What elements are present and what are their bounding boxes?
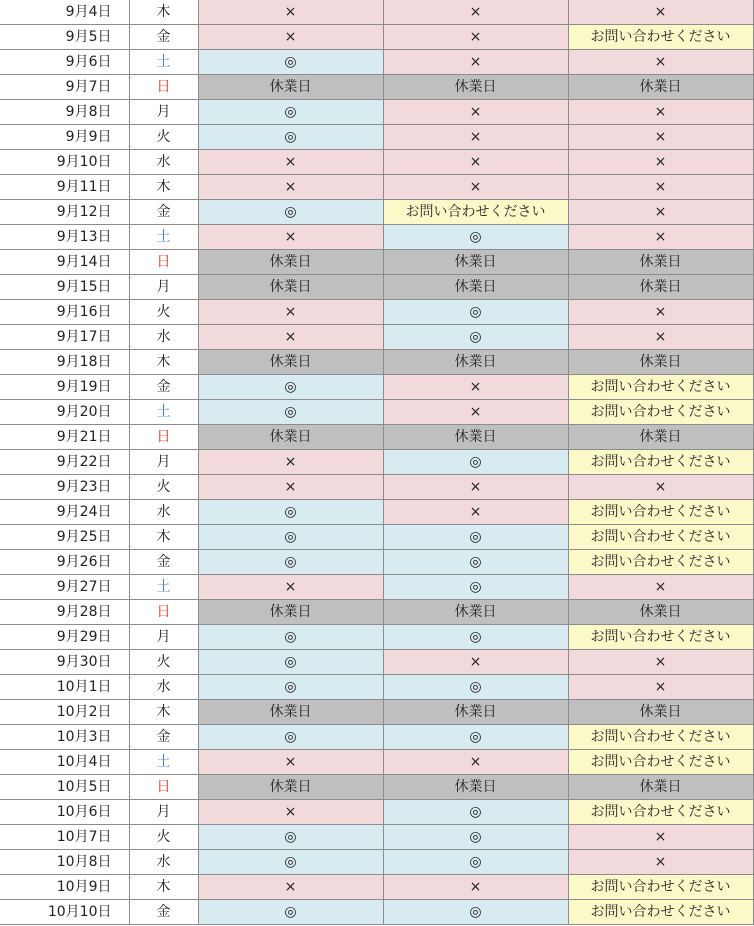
status-cell-ask: お問い合わせください: [568, 525, 753, 550]
weekday-cell: 火: [129, 300, 198, 325]
date-cell: 10月9日: [0, 875, 129, 900]
status-cell-ng: ×: [568, 50, 753, 75]
status-cell-ok: ◎: [198, 500, 383, 525]
status-cell-closed: 休業日: [198, 700, 383, 725]
weekday-cell: 水: [129, 325, 198, 350]
status-cell-ask: お問い合わせください: [568, 450, 753, 475]
table-row: [0, 650, 753, 675]
status-cell-closed: 休業日: [568, 425, 753, 450]
status-cell-ask: お問い合わせください: [568, 900, 753, 925]
status-cell-ng: ×: [568, 100, 753, 125]
date-cell: 9月30日: [0, 650, 129, 675]
status-cell-ng: ×: [198, 0, 383, 25]
status-cell-ng: ×: [383, 175, 568, 200]
table-row: [0, 425, 753, 450]
table-row: [0, 700, 753, 725]
status-cell-ng: ×: [198, 25, 383, 50]
status-cell-ok: ◎: [198, 100, 383, 125]
table-row: [0, 350, 753, 375]
weekday-cell: 金: [129, 550, 198, 575]
status-cell-ng: ×: [198, 575, 383, 600]
status-cell-ok: ◎: [198, 675, 383, 700]
weekday-cell: 月: [129, 800, 198, 825]
weekday-cell: 火: [129, 825, 198, 850]
status-cell-closed: 休業日: [568, 250, 753, 275]
status-cell-ok: ◎: [383, 550, 568, 575]
status-cell-ng: ×: [568, 850, 753, 875]
date-cell: 9月26日: [0, 550, 129, 575]
status-cell-ng: ×: [568, 200, 753, 225]
weekday-cell: 土: [129, 400, 198, 425]
status-cell-ask: お問い合わせください: [568, 375, 753, 400]
status-cell-ng: ×: [383, 650, 568, 675]
date-cell: 9月7日: [0, 75, 129, 100]
status-cell-closed: 休業日: [383, 275, 568, 300]
table-row: [0, 250, 753, 275]
status-cell-ng: ×: [568, 325, 753, 350]
table-row: [0, 625, 753, 650]
date-cell: 9月5日: [0, 25, 129, 50]
status-cell-ask: お問い合わせください: [568, 750, 753, 775]
date-cell: 9月4日: [0, 0, 129, 25]
status-cell-ng: ×: [568, 225, 753, 250]
date-cell: 9月21日: [0, 425, 129, 450]
weekday-cell: 木: [129, 175, 198, 200]
weekday-cell: 木: [129, 875, 198, 900]
status-cell-ok: ◎: [383, 800, 568, 825]
status-cell-ng: ×: [383, 875, 568, 900]
status-cell-ng: ×: [383, 100, 568, 125]
weekday-cell: 月: [129, 100, 198, 125]
status-cell-ok: ◎: [198, 625, 383, 650]
status-cell-closed: 休業日: [198, 350, 383, 375]
date-cell: 10月4日: [0, 750, 129, 775]
weekday-cell: 木: [129, 525, 198, 550]
status-cell-ok: ◎: [383, 850, 568, 875]
table-row: [0, 100, 753, 125]
status-cell-ng: ×: [568, 575, 753, 600]
status-cell-ng: ×: [383, 25, 568, 50]
table-row: [0, 225, 753, 250]
status-cell-ng: ×: [568, 650, 753, 675]
date-cell: 10月5日: [0, 775, 129, 800]
weekday-cell: 金: [129, 900, 198, 925]
status-cell-ng: ×: [568, 825, 753, 850]
status-cell-ng: ×: [568, 300, 753, 325]
date-cell: 10月8日: [0, 850, 129, 875]
date-cell: 10月2日: [0, 700, 129, 725]
status-cell-ok: ◎: [198, 50, 383, 75]
status-cell-ng: ×: [198, 450, 383, 475]
status-cell-ng: ×: [568, 675, 753, 700]
status-cell-ask: お問い合わせください: [568, 625, 753, 650]
status-cell-ng: ×: [568, 0, 753, 25]
status-cell-closed: 休業日: [383, 775, 568, 800]
table-row: [0, 600, 753, 625]
status-cell-closed: 休業日: [198, 250, 383, 275]
status-cell-ng: ×: [383, 500, 568, 525]
status-cell-closed: 休業日: [568, 700, 753, 725]
table-row: [0, 775, 753, 800]
date-cell: 9月15日: [0, 275, 129, 300]
date-cell: 10月6日: [0, 800, 129, 825]
status-cell-ng: ×: [568, 150, 753, 175]
status-cell-closed: 休業日: [198, 75, 383, 100]
status-cell-ok: ◎: [383, 300, 568, 325]
status-cell-ok: ◎: [198, 650, 383, 675]
status-cell-closed: 休業日: [383, 700, 568, 725]
date-cell: 10月10日: [0, 900, 129, 925]
status-cell-ng: ×: [568, 125, 753, 150]
status-cell-closed: 休業日: [198, 775, 383, 800]
table-row: [0, 375, 753, 400]
table-row: [0, 550, 753, 575]
date-cell: 9月9日: [0, 125, 129, 150]
status-cell-ok: ◎: [198, 725, 383, 750]
status-cell-ok: ◎: [198, 825, 383, 850]
table-row: [0, 475, 753, 500]
weekday-cell: 日: [129, 425, 198, 450]
table-row: [0, 875, 753, 900]
status-cell-ok: ◎: [198, 550, 383, 575]
status-cell-closed: 休業日: [568, 350, 753, 375]
table-row: [0, 750, 753, 775]
status-cell-closed: 休業日: [383, 350, 568, 375]
date-cell: 9月25日: [0, 525, 129, 550]
weekday-cell: 金: [129, 725, 198, 750]
status-cell-ask: お問い合わせください: [568, 400, 753, 425]
status-cell-ok: ◎: [383, 450, 568, 475]
date-cell: 9月29日: [0, 625, 129, 650]
weekday-cell: 土: [129, 575, 198, 600]
table-row: [0, 200, 753, 225]
status-cell-closed: 休業日: [198, 425, 383, 450]
table-row: [0, 75, 753, 100]
date-cell: 9月17日: [0, 325, 129, 350]
date-cell: 9月8日: [0, 100, 129, 125]
status-cell-ng: ×: [383, 750, 568, 775]
table-row: [0, 175, 753, 200]
status-cell-ng: ×: [198, 150, 383, 175]
status-cell-ask: お問い合わせください: [568, 875, 753, 900]
status-cell-closed: 休業日: [568, 775, 753, 800]
weekday-cell: 日: [129, 75, 198, 100]
status-cell-ok: ◎: [198, 850, 383, 875]
table-row: [0, 0, 753, 25]
status-cell-closed: 休業日: [383, 75, 568, 100]
table-row: [0, 450, 753, 475]
status-cell-closed: 休業日: [198, 600, 383, 625]
table-row: [0, 150, 753, 175]
date-cell: 9月18日: [0, 350, 129, 375]
date-cell: 9月27日: [0, 575, 129, 600]
status-cell-closed: 休業日: [383, 250, 568, 275]
status-cell-ng: ×: [198, 175, 383, 200]
status-cell-ok: ◎: [198, 200, 383, 225]
status-cell-ask: お問い合わせください: [568, 800, 753, 825]
date-cell: 10月3日: [0, 725, 129, 750]
status-cell-ok: ◎: [198, 900, 383, 925]
weekday-cell: 月: [129, 625, 198, 650]
date-cell: 9月16日: [0, 300, 129, 325]
weekday-cell: 日: [129, 600, 198, 625]
table-row: [0, 575, 753, 600]
status-cell-ng: ×: [198, 750, 383, 775]
status-cell-ng: ×: [383, 475, 568, 500]
weekday-cell: 火: [129, 475, 198, 500]
weekday-cell: 月: [129, 275, 198, 300]
table-row: [0, 825, 753, 850]
date-cell: 10月7日: [0, 825, 129, 850]
weekday-cell: 水: [129, 500, 198, 525]
weekday-cell: 水: [129, 850, 198, 875]
status-cell-ok: ◎: [383, 325, 568, 350]
table-row: [0, 125, 753, 150]
weekday-cell: 水: [129, 150, 198, 175]
status-cell-ask: お問い合わせください: [568, 500, 753, 525]
status-cell-ng: ×: [198, 225, 383, 250]
weekday-cell: 日: [129, 775, 198, 800]
status-cell-ok: ◎: [198, 125, 383, 150]
date-cell: 9月12日: [0, 200, 129, 225]
weekday-cell: 火: [129, 125, 198, 150]
date-cell: 9月13日: [0, 225, 129, 250]
date-cell: 9月28日: [0, 600, 129, 625]
status-cell-ok: ◎: [383, 625, 568, 650]
status-cell-ask: お問い合わせください: [383, 200, 568, 225]
status-cell-ok: ◎: [383, 725, 568, 750]
status-cell-ng: ×: [198, 475, 383, 500]
status-cell-ok: ◎: [198, 375, 383, 400]
status-cell-ok: ◎: [383, 575, 568, 600]
table-row: [0, 500, 753, 525]
status-cell-ok: ◎: [383, 525, 568, 550]
table-row: [0, 325, 753, 350]
date-cell: 9月23日: [0, 475, 129, 500]
status-cell-ng: ×: [383, 125, 568, 150]
status-cell-closed: 休業日: [383, 600, 568, 625]
weekday-cell: 日: [129, 250, 198, 275]
status-cell-ask: お問い合わせください: [568, 550, 753, 575]
status-cell-ng: ×: [198, 800, 383, 825]
status-cell-ng: ×: [383, 0, 568, 25]
table-row: [0, 400, 753, 425]
status-cell-ok: ◎: [383, 825, 568, 850]
status-cell-ng: ×: [383, 400, 568, 425]
date-cell: 9月22日: [0, 450, 129, 475]
table-row: [0, 900, 753, 925]
status-cell-closed: 休業日: [383, 425, 568, 450]
status-cell-ng: ×: [198, 300, 383, 325]
date-cell: 9月6日: [0, 50, 129, 75]
table-row: [0, 850, 753, 875]
date-cell: 9月20日: [0, 400, 129, 425]
table-row: [0, 50, 753, 75]
status-cell-ng: ×: [568, 475, 753, 500]
status-cell-ask: お問い合わせください: [568, 725, 753, 750]
status-cell-ng: ×: [383, 50, 568, 75]
weekday-cell: 木: [129, 350, 198, 375]
weekday-cell: 木: [129, 0, 198, 25]
status-cell-ok: ◎: [198, 400, 383, 425]
date-cell: 9月10日: [0, 150, 129, 175]
date-cell: 9月14日: [0, 250, 129, 275]
table-row: [0, 300, 753, 325]
table-row: [0, 25, 753, 50]
table-row: [0, 800, 753, 825]
weekday-cell: 金: [129, 25, 198, 50]
weekday-cell: 金: [129, 375, 198, 400]
date-cell: 10月1日: [0, 675, 129, 700]
weekday-cell: 木: [129, 700, 198, 725]
table-row: [0, 675, 753, 700]
weekday-cell: 土: [129, 225, 198, 250]
date-cell: 9月19日: [0, 375, 129, 400]
status-cell-ng: ×: [198, 875, 383, 900]
weekday-cell: 水: [129, 675, 198, 700]
status-cell-closed: 休業日: [568, 75, 753, 100]
status-cell-ng: ×: [568, 175, 753, 200]
status-cell-ok: ◎: [383, 900, 568, 925]
status-cell-ng: ×: [383, 150, 568, 175]
status-cell-closed: 休業日: [198, 275, 383, 300]
table-row: [0, 725, 753, 750]
status-cell-closed: 休業日: [568, 600, 753, 625]
status-cell-ok: ◎: [383, 675, 568, 700]
table-row: [0, 275, 753, 300]
status-cell-closed: 休業日: [568, 275, 753, 300]
status-cell-ng: ×: [383, 375, 568, 400]
weekday-cell: 月: [129, 450, 198, 475]
date-cell: 9月11日: [0, 175, 129, 200]
weekday-cell: 土: [129, 50, 198, 75]
date-cell: 9月24日: [0, 500, 129, 525]
table-row: [0, 525, 753, 550]
weekday-cell: 金: [129, 200, 198, 225]
status-cell-ng: ×: [198, 325, 383, 350]
status-cell-ask: お問い合わせください: [568, 25, 753, 50]
weekday-cell: 土: [129, 750, 198, 775]
status-cell-ok: ◎: [383, 225, 568, 250]
weekday-cell: 火: [129, 650, 198, 675]
status-cell-ok: ◎: [198, 525, 383, 550]
